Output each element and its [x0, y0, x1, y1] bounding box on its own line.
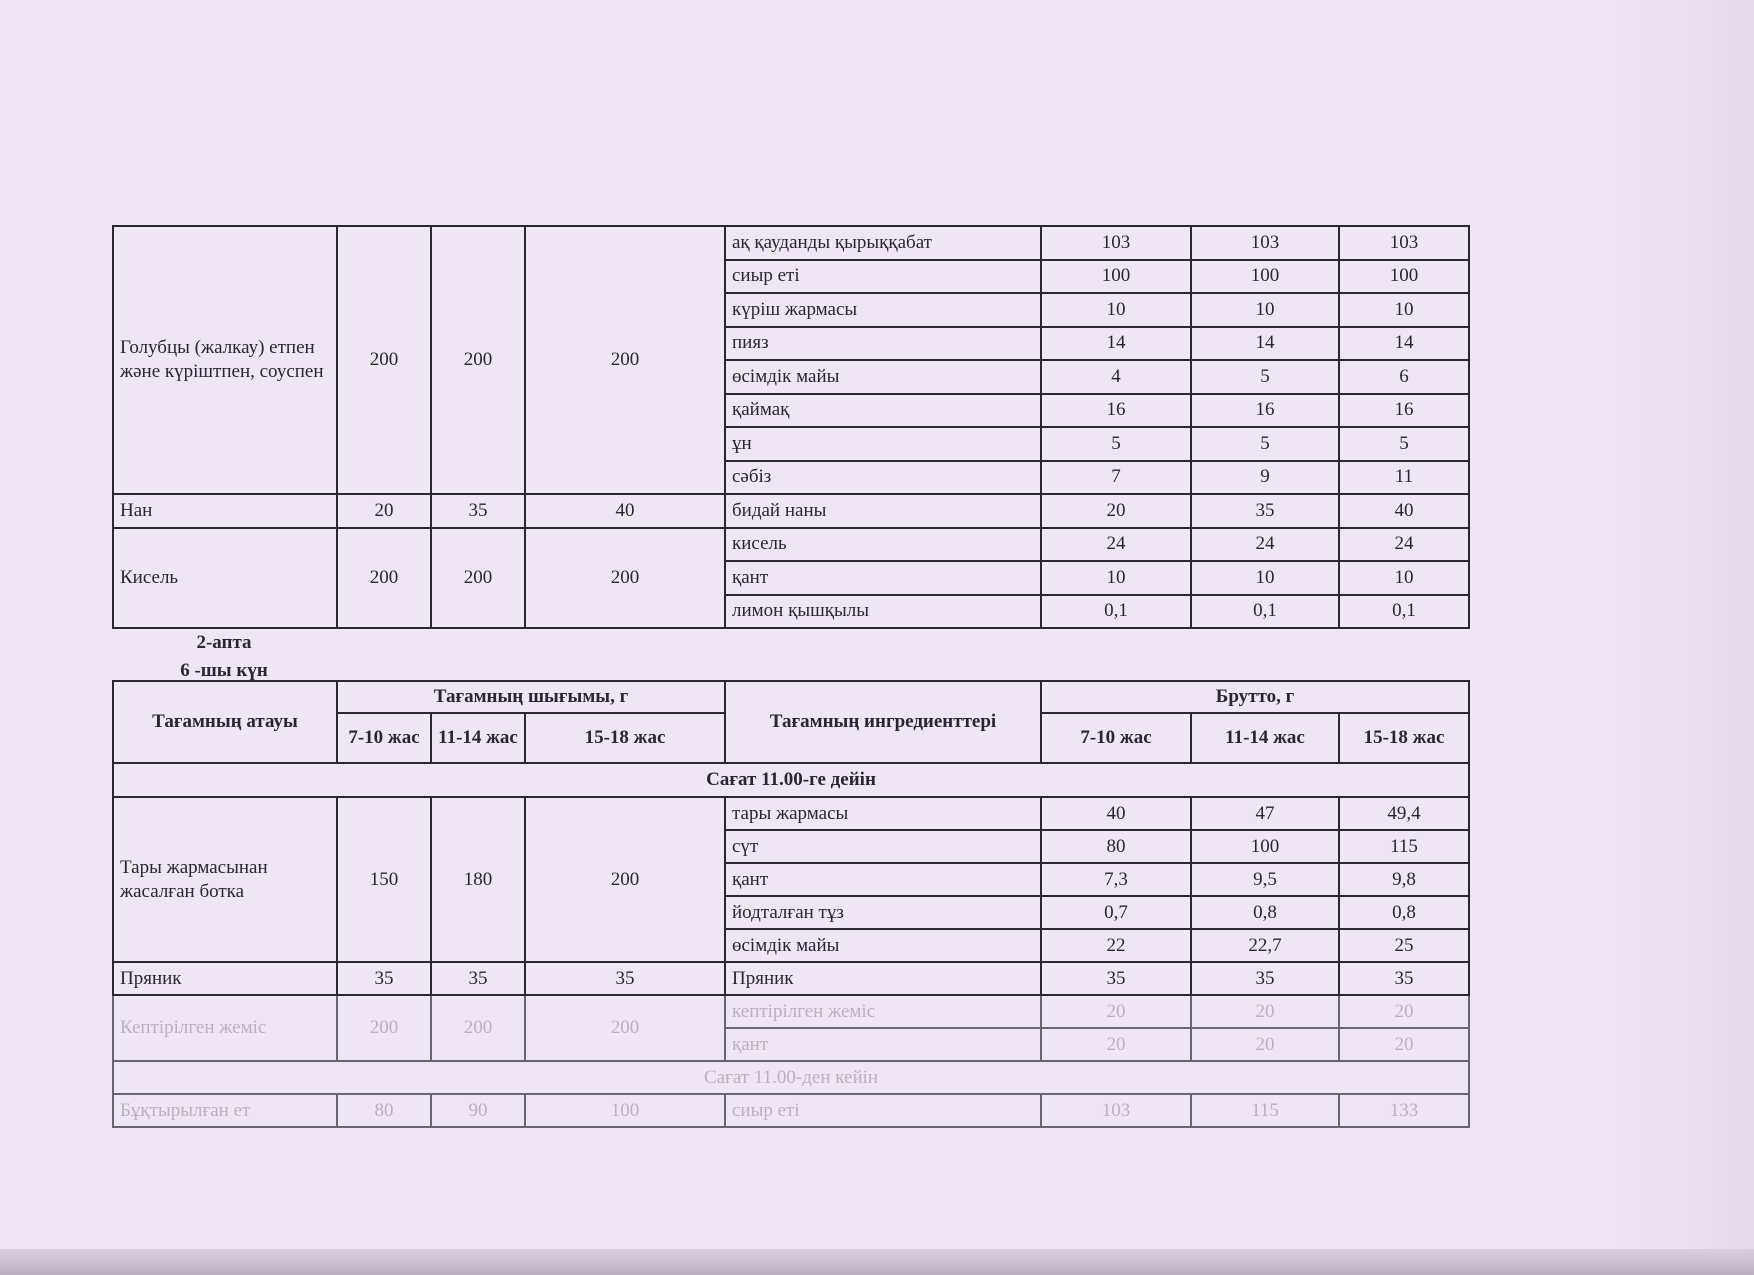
brutto-15-18: 11 [1339, 461, 1469, 495]
brutto-11-14: 10 [1191, 293, 1339, 327]
yield-15-18: 40 [525, 494, 725, 528]
yield-7-10: 200 [337, 995, 431, 1061]
brutto-11-14: 47 [1191, 797, 1339, 830]
brutto-7-10: 100 [1041, 260, 1191, 294]
brutto-15-18: 9,8 [1339, 863, 1469, 896]
ingredient-name: өсімдік майы [725, 929, 1041, 962]
table-row [113, 528, 1469, 562]
dish-name: Пряник [113, 962, 337, 995]
brutto-11-14: 14 [1191, 327, 1339, 361]
yield-15-18: 35 [525, 962, 725, 995]
dish-name: Нан [113, 494, 337, 528]
yield-7-10: 20 [337, 494, 431, 528]
scan-bottom-edge [0, 1249, 1754, 1275]
ingredient-name: өсімдік майы [725, 360, 1041, 394]
table-row [113, 995, 1469, 1028]
dish-name: Кисель [113, 528, 337, 629]
menu-table-day5-lunch [112, 225, 1470, 629]
brutto-15-18: 133 [1339, 1094, 1469, 1127]
brutto-15-18: 20 [1339, 1028, 1469, 1061]
brutto-7-10: 16 [1041, 394, 1191, 428]
yield-11-14: 200 [431, 528, 525, 629]
yield-15-18: 200 [525, 528, 725, 629]
brutto-7-10: 22 [1041, 929, 1191, 962]
brutto-15-18: 103 [1339, 226, 1469, 260]
brutto-7-10: 0,1 [1041, 595, 1191, 629]
yield-11-14: 180 [431, 797, 525, 962]
brutto-7-10: 10 [1041, 293, 1191, 327]
brutto-15-18: 24 [1339, 528, 1469, 562]
brutto-7-10: 40 [1041, 797, 1191, 830]
yield-11-14: 35 [431, 494, 525, 528]
ingredient-name: кисель [725, 528, 1041, 562]
yield-7-10: 35 [337, 962, 431, 995]
yield-11-14: 200 [431, 226, 525, 494]
ingredient-name: қаймақ [725, 394, 1041, 428]
yield-11-14: 200 [431, 995, 525, 1061]
yield-15-18: 100 [525, 1094, 725, 1127]
brutto-7-10: 103 [1041, 1094, 1191, 1127]
brutto-15-18: 35 [1339, 962, 1469, 995]
brutto-7-10: 80 [1041, 830, 1191, 863]
yield-7-10: 150 [337, 797, 431, 962]
ingredient-name: қант [725, 561, 1041, 595]
brutto-15-18: 14 [1339, 327, 1469, 361]
brutto-7-10: 7,3 [1041, 863, 1191, 896]
brutto-15-18: 25 [1339, 929, 1469, 962]
yield-15-18: 200 [525, 995, 725, 1061]
dish-name: Голубцы (жалкау) етпен және күріштпен, соуспен [113, 226, 337, 494]
header-brutto-age-15-18: 15-18 жас [1339, 713, 1469, 763]
header-brutto-age-7-10: 7-10 жас [1041, 713, 1191, 763]
header-yield-age-11-14: 11-14 жас [431, 713, 525, 763]
brutto-7-10: 20 [1041, 1028, 1191, 1061]
header-ingredients: Тағамның ингредиенттері [725, 681, 1041, 763]
brutto-11-14: 5 [1191, 427, 1339, 461]
brutto-11-14: 115 [1191, 1094, 1339, 1127]
brutto-11-14: 103 [1191, 226, 1339, 260]
ingredient-name: лимон қышқылы [725, 595, 1041, 629]
brutto-11-14: 100 [1191, 260, 1339, 294]
brutto-15-18: 0,8 [1339, 896, 1469, 929]
table-row [113, 494, 1469, 528]
ingredient-name: йодталған тұз [725, 896, 1041, 929]
brutto-7-10: 0,7 [1041, 896, 1191, 929]
yield-7-10: 200 [337, 528, 431, 629]
brutto-15-18: 20 [1339, 995, 1469, 1028]
brutto-15-18: 40 [1339, 494, 1469, 528]
day-caption: 6 -шы күн [180, 660, 268, 681]
yield-7-10: 200 [337, 226, 431, 494]
ingredient-name: сиыр еті [725, 260, 1041, 294]
section-after-11: Сағат 11.00-ден кейін [113, 1061, 1469, 1094]
brutto-7-10: 7 [1041, 461, 1191, 495]
ingredient-name: пияз [725, 327, 1041, 361]
ingredient-name: қант [725, 863, 1041, 896]
ingredient-name: тары жармасы [725, 797, 1041, 830]
section-before-11: Сағат 11.00-ге дейін [113, 763, 1469, 797]
ingredient-name: бидай наны [725, 494, 1041, 528]
brutto-7-10: 35 [1041, 962, 1191, 995]
week-caption: 2-апта [196, 632, 252, 653]
brutto-15-18: 10 [1339, 293, 1469, 327]
brutto-7-10: 10 [1041, 561, 1191, 595]
brutto-7-10: 20 [1041, 494, 1191, 528]
ingredient-name: сәбіз [725, 461, 1041, 495]
brutto-11-14: 35 [1191, 494, 1339, 528]
header-brutto-age-11-14: 11-14 жас [1191, 713, 1339, 763]
ingredient-name: күріш жармасы [725, 293, 1041, 327]
brutto-7-10: 103 [1041, 226, 1191, 260]
brutto-11-14: 24 [1191, 528, 1339, 562]
dish-name: Тары жармасынан жасалған ботка [113, 797, 337, 962]
yield-11-14: 35 [431, 962, 525, 995]
ingredient-name: ұн [725, 427, 1041, 461]
ingredient-name: сүт [725, 830, 1041, 863]
brutto-11-14: 22,7 [1191, 929, 1339, 962]
ingredient-name: ақ қауданды қырыққабат [725, 226, 1041, 260]
brutto-11-14: 9,5 [1191, 863, 1339, 896]
scan-shading [1614, 0, 1754, 1275]
brutto-11-14: 5 [1191, 360, 1339, 394]
brutto-11-14: 0,8 [1191, 896, 1339, 929]
brutto-11-14: 16 [1191, 394, 1339, 428]
brutto-11-14: 0,1 [1191, 595, 1339, 629]
brutto-15-18: 10 [1339, 561, 1469, 595]
yield-11-14: 90 [431, 1094, 525, 1127]
table-row [113, 226, 1469, 260]
ingredient-name: сиыр еті [725, 1094, 1041, 1127]
brutto-15-18: 100 [1339, 260, 1469, 294]
brutto-7-10: 20 [1041, 995, 1191, 1028]
brutto-11-14: 35 [1191, 962, 1339, 995]
ingredient-name: кептірілген жеміс [725, 995, 1041, 1028]
brutto-15-18: 5 [1339, 427, 1469, 461]
dish-name: Бұқтырылған ет [113, 1094, 337, 1127]
brutto-15-18: 115 [1339, 830, 1469, 863]
table-row [113, 962, 1469, 995]
brutto-15-18: 49,4 [1339, 797, 1469, 830]
ingredient-name: Пряник [725, 962, 1041, 995]
header-brutto: Брутто, г [1041, 681, 1469, 713]
brutto-7-10: 5 [1041, 427, 1191, 461]
header-yield-age-7-10: 7-10 жас [337, 713, 431, 763]
menu-table-day6 [112, 680, 1470, 1128]
brutto-11-14: 10 [1191, 561, 1339, 595]
brutto-15-18: 0,1 [1339, 595, 1469, 629]
brutto-11-14: 9 [1191, 461, 1339, 495]
header-yield: Тағамның шығымы, г [337, 681, 725, 713]
table-row [113, 797, 1469, 830]
header-yield-age-15-18: 15-18 жас [525, 713, 725, 763]
ingredient-name: қант [725, 1028, 1041, 1061]
brutto-11-14: 100 [1191, 830, 1339, 863]
brutto-15-18: 16 [1339, 394, 1469, 428]
brutto-11-14: 20 [1191, 995, 1339, 1028]
brutto-11-14: 20 [1191, 1028, 1339, 1061]
brutto-15-18: 6 [1339, 360, 1469, 394]
dish-name: Кептірілген жеміс [113, 995, 337, 1061]
header-dish-name: Тағамның атауы [113, 681, 337, 763]
brutto-7-10: 14 [1041, 327, 1191, 361]
yield-7-10: 80 [337, 1094, 431, 1127]
brutto-7-10: 4 [1041, 360, 1191, 394]
yield-15-18: 200 [525, 797, 725, 962]
yield-15-18: 200 [525, 226, 725, 494]
brutto-7-10: 24 [1041, 528, 1191, 562]
